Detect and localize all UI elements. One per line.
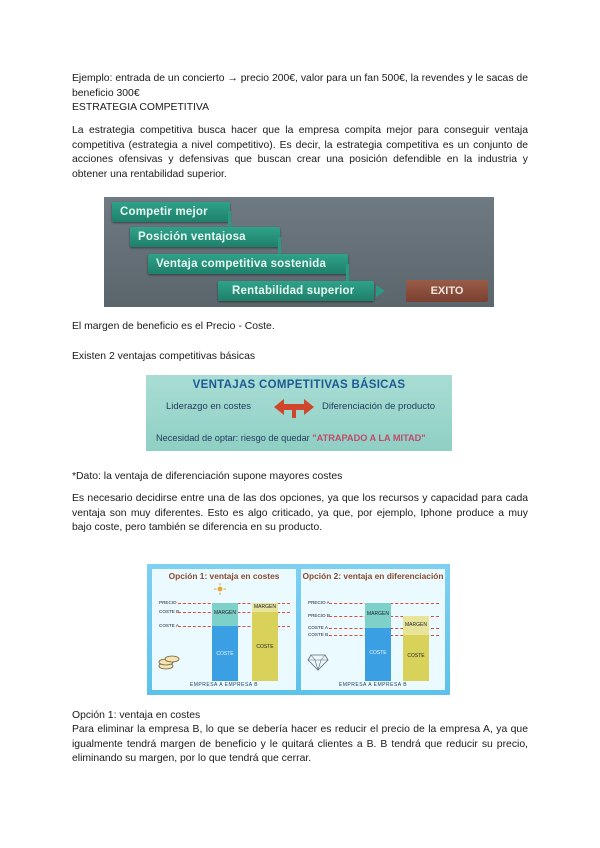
bar-a-cost-label: COSTE [369, 650, 387, 656]
bar-a-cost [365, 628, 391, 681]
section-heading: ESTRATEGIA COMPETITIVA [72, 102, 210, 113]
opciones-figure [147, 564, 450, 695]
bar-b-cost-label: COSTE [256, 644, 274, 650]
necesario-paragraph: Es necesario decidirse entre una de las dos opciones, ya que los recursos y capacidad para cada ventaja son muy diferentes. Esto es algo criticado, ya que, por ejemplo, Iphone produce a muy bajo coste, pero también se diferencia en su producto. [72, 493, 528, 534]
necesidad-note [156, 433, 426, 443]
atrapado-highlight: "ATRAPADO A LA MITAD" [312, 433, 426, 443]
bar-b-margin-label: MARGEN [405, 622, 427, 628]
bar-a-margin-label: MARGEN [214, 610, 236, 616]
bar-a-margin [365, 603, 391, 628]
bar-a-margin-label: MARGEN [367, 611, 389, 617]
strategy-staircase-figure [104, 197, 494, 307]
connector-3 [346, 264, 349, 282]
margen-paragraph: El margen de beneficio es el Precio - Coste. [72, 321, 275, 332]
panel-1-footer: EMPRESA A EMPRESA B [189, 682, 259, 688]
sun-icon [214, 583, 226, 595]
dato-paragraph: *Dato: la ventaja de diferenciación supone mayores costes [72, 471, 343, 482]
bar-b-margin-label: MARGEN [254, 604, 276, 610]
label-coste-a: COSTE A [308, 625, 328, 630]
diferenciacion-label: Diferenciación de producto [322, 401, 436, 412]
bar-b-cost-label: COSTE [407, 653, 425, 659]
ventajas-title: VENTAJAS COMPETITIVAS BÁSICAS [192, 379, 406, 391]
arrow-right-icon [376, 285, 385, 297]
panel-2-footer: EMPRESA A EMPRESA B [338, 682, 408, 688]
panel-opcion-1 [152, 569, 296, 690]
bar-b-margin [403, 616, 429, 635]
double-arrow-icon [274, 396, 314, 418]
bar-b-cost [403, 635, 429, 681]
connector-2 [278, 237, 281, 255]
bar-a-cost-label: COSTE [216, 651, 234, 657]
coins-icon [158, 653, 180, 671]
opcion1-paragraph: Para eliminar la empresa B, lo que se debería hacer es reducir el precio de la empresa A, ya que igualmente tendrá margen de beneficio y le quitará clientes a B. B tendrá que reducir su precio, eliminando su margen, por lo que tendrá que cerrar. [72, 724, 528, 765]
step-rentabilidad-superior: Rentabilidad superior [218, 281, 374, 301]
step-competir-mejor: Competir mejor [112, 202, 230, 222]
intro-paragraph: La estrategia competitiva busca hacer que la empresa compita mejor para conseguir ventaja competitiva (estrategia a nivel competitivo). Es decir, la estrategia competitiva es un conjunto de acciones ofensivas y defensivas que buscan crear una posición defendible en la industria y obtener una rentabilidad superior. [72, 125, 528, 180]
exito-box: EXITO [406, 280, 488, 302]
bar-a-cost [212, 626, 238, 681]
bar-b-margin [252, 603, 278, 612]
label-precio-a: PRECIO A [308, 600, 330, 605]
label-coste-a: COSTE A [159, 623, 179, 628]
panel-2-title: Opción 2: ventaja en diferenciación [302, 571, 444, 581]
label-coste-b: COSTE B [159, 609, 180, 614]
label-precio: PRECIO [159, 600, 177, 605]
step-ventaja-sostenida: Ventaja competitiva sostenida [148, 254, 348, 274]
example-paragraph: Ejemplo: entrada de un concierto → precio 200€, valor para un fan 500€, la revendes y le sacas de beneficio 300€ [72, 73, 528, 99]
opcion1-title: Opción 1: ventaja en costes [72, 710, 201, 721]
liderazgo-label: Liderazgo en costes [166, 401, 252, 412]
diamond-icon [307, 653, 329, 671]
panel-opcion-2 [301, 569, 445, 690]
bar-b-cost [252, 612, 278, 681]
step-posicion-ventajosa: Posición ventajosa [130, 227, 280, 247]
ventajas-basicas-figure [146, 375, 452, 451]
existen-paragraph: Existen 2 ventajas competitivas básicas [72, 351, 256, 362]
label-coste-b: COSTE B [308, 632, 329, 637]
panel-1-title: Opción 1: ventaja en costes [168, 571, 280, 581]
bar-a-margin [212, 603, 238, 626]
necesidad-text: Necesidad de optar: riesgo de quedar [156, 433, 313, 443]
label-precio-b: PRECIO B [308, 613, 330, 618]
